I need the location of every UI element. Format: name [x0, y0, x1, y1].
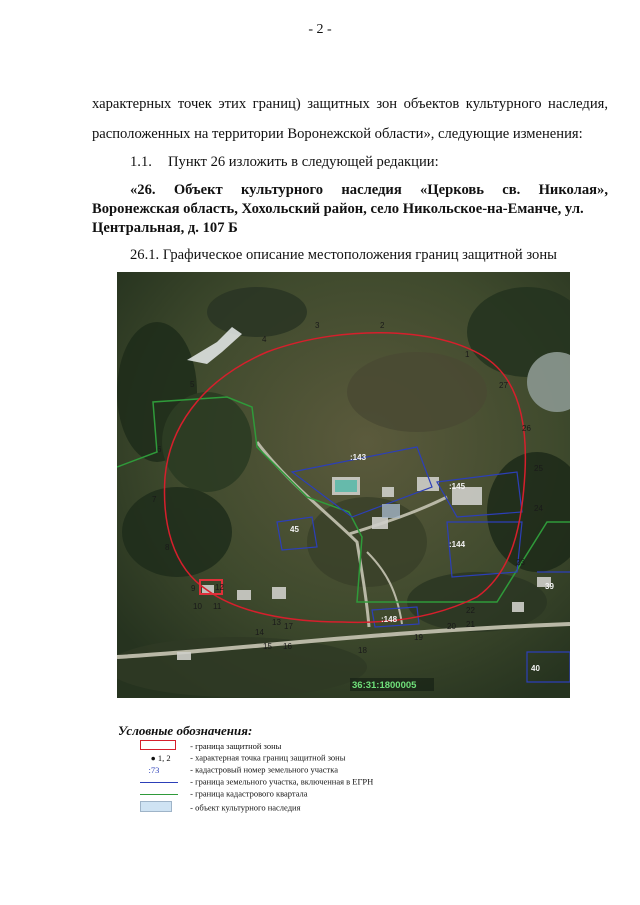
- legend-item-quarter-boundary: [140, 788, 308, 799]
- point-label-15: 15: [263, 642, 272, 651]
- heading-line-2: Воронежская область, Хохольский район, село Никольское-на-Еманче, ул.: [92, 201, 584, 217]
- point-label-5: 5: [190, 380, 195, 389]
- point-label-24: 24: [534, 504, 543, 513]
- point-label-12: 12: [215, 583, 224, 592]
- amendment-item: [130, 154, 439, 171]
- point-label-10: 10: [193, 602, 202, 611]
- legend-blue-rect-icon: [140, 801, 188, 815]
- point-label-16: 16: [283, 642, 292, 651]
- heritage-object-heading: [92, 181, 608, 238]
- point-label-2: 2: [380, 321, 385, 330]
- parcel-label-148: :148: [381, 615, 398, 624]
- point-label-14: 14: [255, 628, 264, 637]
- point-label-9: 9: [191, 584, 196, 593]
- legend-point-icon: ● 1, 2: [140, 752, 171, 763]
- heading-line-1: «26. Объект культурного наследия «Церковь св. Николая»,: [130, 182, 608, 198]
- legend-text-characteristic-point: - характерная точка границ защитной зоны: [190, 752, 346, 763]
- point-label-25: 25: [534, 464, 543, 473]
- item-text: Пункт 26 изложить в следующей редакции:: [168, 154, 439, 170]
- legend-text-heritage-object: - объект культурного наследия: [190, 802, 301, 813]
- legend-item-heritage-object: [140, 801, 300, 812]
- legend-item-parcel-boundary: [140, 776, 373, 787]
- point-label-18: 18: [358, 646, 367, 655]
- item-number: 1.1.: [130, 154, 152, 170]
- paragraph-line-2: расположенных на территории Воронежской области», следующие изменения:: [92, 126, 583, 142]
- parcel-label-40: 40: [531, 664, 540, 673]
- paragraph-line-1: характерных точек этих границ) защитных зон объектов культурного наследия,: [92, 96, 608, 112]
- parcel-label-145: :145: [449, 482, 466, 491]
- section-title: 26.1. Графическое описание местоположения границ защитной зоны: [130, 247, 557, 263]
- point-label-20: 20: [447, 622, 456, 631]
- point-label-1: 1: [465, 350, 470, 359]
- point-label-6: 6: [157, 445, 162, 454]
- legend-text-quarter-boundary: - граница кадастрового квартала: [190, 788, 308, 799]
- legend-text-cadastral-number: - кадастровый номер земельного участка: [190, 764, 339, 775]
- legend-item-zone-boundary: [140, 740, 281, 751]
- point-label-19: 19: [414, 633, 423, 642]
- legend-item-cadastral-number: [140, 764, 338, 775]
- point-label-23: 23: [516, 558, 525, 567]
- point-label-22: 22: [466, 606, 475, 615]
- legend-number-marker: :73: [148, 764, 160, 775]
- page-number: - 2 -: [308, 22, 332, 37]
- legend-text-zone-boundary: - граница защитной зоны: [190, 741, 282, 751]
- point-label-3: 3: [315, 321, 320, 330]
- point-label-4: 4: [262, 335, 267, 344]
- heading-line-3: Центральная, д. 107 Б: [92, 220, 238, 236]
- legend-point-marker: 1, 2: [157, 752, 171, 763]
- point-label-8: 8: [165, 543, 170, 552]
- protection-zone-map: [117, 272, 570, 698]
- heritage-object-area: [335, 480, 357, 492]
- parcel-label-144: :144: [449, 540, 466, 549]
- parcel-label-45: 45: [290, 525, 299, 534]
- legend-number-icon: [140, 765, 188, 776]
- parcel-label-143: :143: [350, 453, 367, 462]
- legend-item-characteristic-point: [140, 752, 345, 763]
- point-label-11: 11: [213, 602, 222, 611]
- parcel-label-39: 39: [545, 582, 554, 591]
- legend-text-parcel-boundary: - граница земельного участка, включенная в ЕГРН: [190, 776, 374, 787]
- point-label-27: 27: [499, 381, 508, 390]
- point-label-17: 17: [284, 622, 293, 631]
- legend-blue-line-icon: [140, 777, 188, 788]
- legend-green-line-icon: [140, 789, 188, 800]
- legend-title: Условные обозначения:: [118, 723, 253, 738]
- cadastral-quarter-label: 36:31:1800005: [352, 680, 417, 691]
- point-label-7: 7: [152, 495, 157, 504]
- point-label-26: 26: [522, 424, 531, 433]
- point-label-21: 21: [466, 620, 475, 629]
- point-label-13: 13: [272, 618, 281, 627]
